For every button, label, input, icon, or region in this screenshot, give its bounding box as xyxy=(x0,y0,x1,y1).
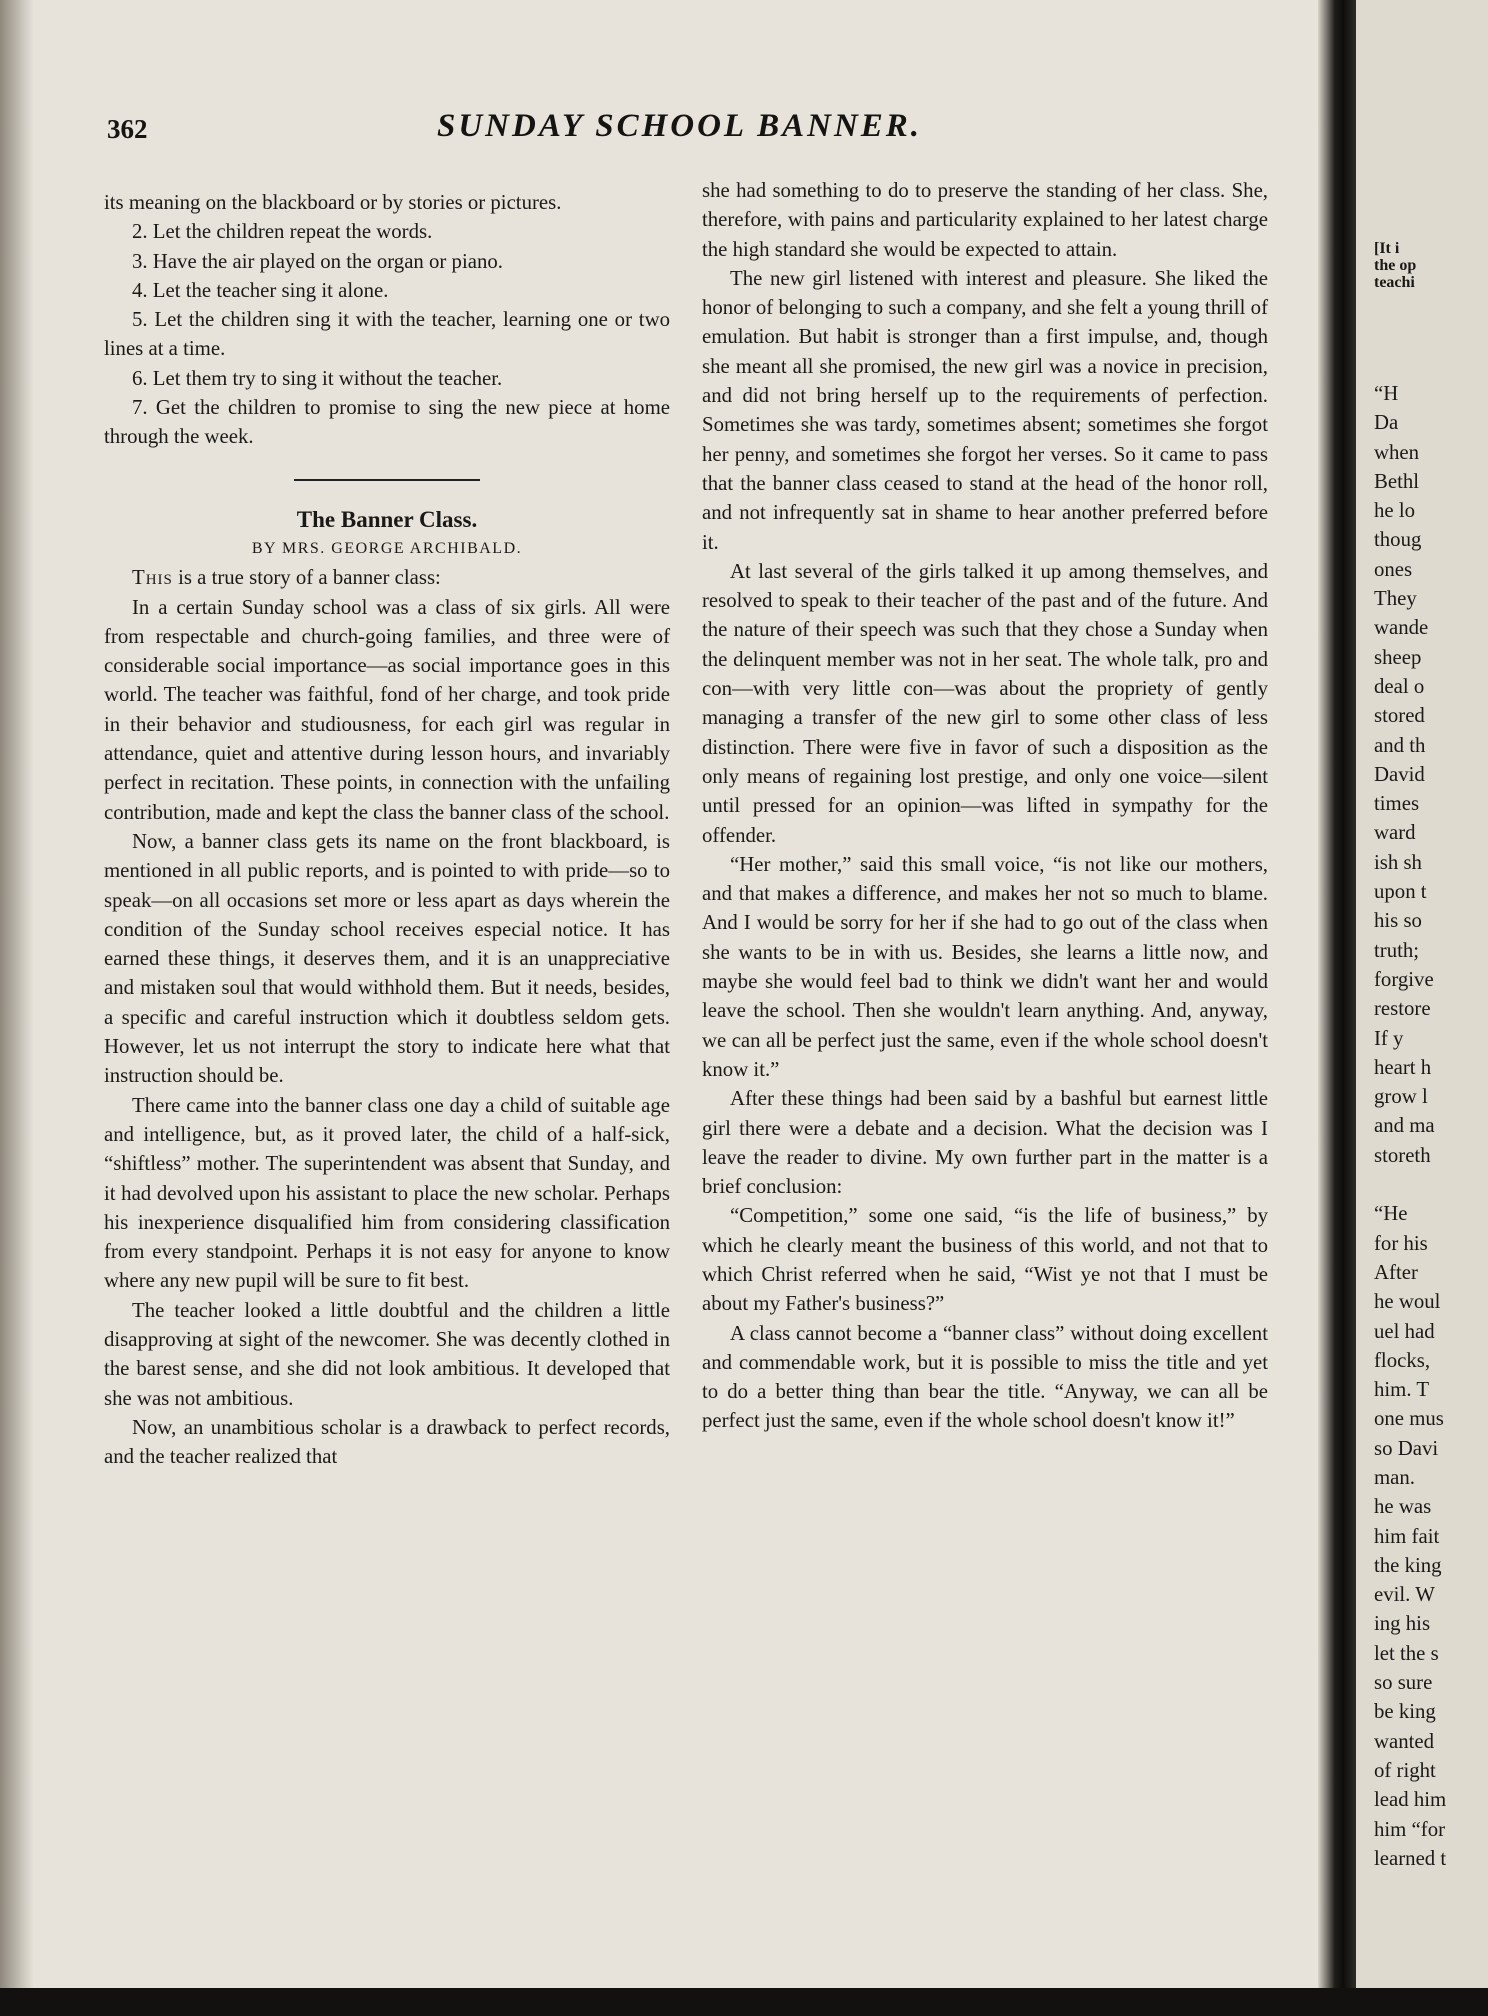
fragment-line: be king xyxy=(1374,1700,1436,1724)
fragment-line: flocks, xyxy=(1374,1348,1431,1372)
note-line: the op xyxy=(1374,257,1417,274)
editor-note-fragment xyxy=(1374,240,1488,291)
fragment-line: forgive xyxy=(1374,967,1434,991)
fragment-line: him. T xyxy=(1374,1378,1430,1402)
paragraph: After these things had been said by a bashful but earnest little girl there were a debate and a decision. What the decision was I leave the reader to divine. My own further part in the matter is a brief conclusion: xyxy=(702,1087,1268,1199)
fragment-line: thoug xyxy=(1374,528,1422,552)
paragraph: At last several of the girls talked it up among themselves, and resolved to speak to their teacher of the past and of the future. And the nature of their speech was such that they chose a Sunday when the delinquent member was not in her seat. The whole talk, pro and con—with very little con—was about the propriety of gently managing a transfer of the new girl to some other class of less distinction. There were five in favor of such a disposition as the only means of regaining lost prestige, and only one voice—silent until pressed for an opinion—was lifted in sympathy for the offender. xyxy=(702,559,1268,847)
fragment-line: the king xyxy=(1374,1553,1442,1577)
fragment-line: so sure xyxy=(1374,1671,1433,1695)
fragment-line: restore xyxy=(1374,997,1431,1021)
fragment-line: deal o xyxy=(1374,674,1425,698)
book-gutter xyxy=(1318,0,1360,2016)
fragment-line: ward xyxy=(1374,821,1416,845)
list-item: 6. Let them try to sing it without the teacher. xyxy=(132,366,503,390)
column-1 xyxy=(104,188,670,1471)
article-title: The Banner Class. xyxy=(296,506,478,532)
list-item: its meaning on the blackboard or by stories or pictures. xyxy=(104,191,562,214)
fragment-line: “He xyxy=(1374,1202,1408,1226)
fragment-line: one mus xyxy=(1374,1407,1444,1431)
fragment-line: him “for xyxy=(1374,1817,1446,1841)
paragraph: The teacher looked a little doubtful and the children a little disapproving at sight of the newcomer. She was decently clothed in the barest sense, and she did not look ambitious. It developed that she was not ambitious. xyxy=(104,1298,670,1410)
fragment-line: wande xyxy=(1374,616,1429,640)
page-header xyxy=(107,108,1307,152)
fragment-line: storeth xyxy=(1374,1143,1431,1167)
intro-text: is a true story of a banner class: xyxy=(172,566,441,590)
paragraph: There came into the banner class one day a child of suitable age and intelligence, but, as it proved later, the child of a half-sick, “shiftless” mother. The superintendent was absent that Sunday, and it had devolved upon his assistant to place the new scholar. Perhaps his inexperience disqualified him from considering classification from every standpoint. Perhaps it is not easy for anyone to know where any new pupil will be sure to fit best. xyxy=(104,1093,670,1293)
fragment-line: grow l xyxy=(1374,1085,1428,1109)
paragraph: “Competition,” some one said, “is the life of business,” by which he clearly meant the business of this world, and not that to which Christ referred when he said, “Wist ye not that I must be about my Father's business?” xyxy=(702,1204,1268,1316)
fragment-line: so Davi xyxy=(1374,1436,1439,1460)
list-item: 7. Get the children to promise to sing the new piece at home through the week. xyxy=(104,396,670,449)
fragment-line: uel had xyxy=(1374,1319,1435,1343)
fragment-line: he woul xyxy=(1374,1290,1441,1314)
fragment-line: man. xyxy=(1374,1465,1416,1489)
section-divider xyxy=(294,479,480,481)
fragment-line: when xyxy=(1374,440,1420,464)
fragment-line: truth; xyxy=(1374,938,1420,962)
fragment-lines xyxy=(1374,379,1488,1873)
fragment-line: him fait xyxy=(1374,1524,1440,1548)
note-line: [It i xyxy=(1374,240,1400,257)
fragment-line: ish sh xyxy=(1374,850,1422,874)
fragment-line: he lo xyxy=(1374,499,1416,523)
running-head: SUNDAY SCHOOL BANNER. xyxy=(437,108,923,144)
page-number: 362 xyxy=(107,114,148,144)
fragment-line: of right xyxy=(1374,1758,1436,1782)
fragment-line: If y xyxy=(1374,1026,1404,1050)
fragment-line: ones xyxy=(1374,557,1413,581)
intro-smallcaps: This xyxy=(132,566,173,590)
list-item: 2. Let the children repeat the words. xyxy=(132,220,433,244)
fragment-line: heart h xyxy=(1374,1055,1432,1079)
fragment-line: his so xyxy=(1374,909,1422,933)
paragraph: Now, an unambitious scholar is a drawback to perfect records, and the teacher realized that xyxy=(104,1415,670,1469)
page-edge-shadow xyxy=(0,0,34,1988)
fragment-line: and th xyxy=(1374,733,1426,757)
fragment-line: David xyxy=(1374,762,1425,786)
column-3-fragments xyxy=(1374,240,1488,1873)
paragraph: In a certain Sunday school was a class of six girls. All were from respectable and church-going families, and three were of considerable social importance—as social importance goes in this world. The teacher was faithful, fond of her charge, and took pride in their behavior and studiousness, for each girl was regular in attendance, quiet and attentive during lesson hours, and invariably perfect in recitation. These points, in connection with the unfailing contribution, made and kept the class the banner class of the school. xyxy=(104,595,670,824)
fragment-line: sheep xyxy=(1374,645,1422,669)
scan-bottom-edge xyxy=(0,1988,1488,2016)
note-line: teachi xyxy=(1374,274,1415,291)
list-item: 4. Let the teacher sing it alone. xyxy=(132,278,389,302)
list-item: 5. Let the children sing it with the teacher, learning one or two lines at a time. xyxy=(104,308,670,361)
fragment-line: After xyxy=(1374,1260,1418,1284)
fragment-line: for his xyxy=(1374,1231,1428,1255)
fragment-line: evil. W xyxy=(1374,1583,1435,1607)
fragment-line: wanted xyxy=(1374,1729,1435,1753)
fragment-line: and ma xyxy=(1374,1114,1435,1138)
intro-paragraph xyxy=(104,563,670,592)
fragment-line xyxy=(1374,1170,1488,1199)
fragment-line: lead him xyxy=(1374,1788,1447,1812)
fragment-line: Bethl xyxy=(1374,469,1420,493)
fragment-line: times xyxy=(1374,792,1420,816)
fragment-line: stored xyxy=(1374,704,1425,728)
paragraph: Now, a banner class gets its name on the front blackboard, is mentioned in all public reports, and is pointed to with pride—so to speak—on all occasions set more or less apart as days wherein the condition of the Sunday school receives especial notice. It has earned these things, it deserves them, and it is an unappreciative and mistaken soul that would withhold them. But it needs, besides, a specific and careful instruction which it doubtless seldom gets. However, let us not interrupt the story to indicate here what that instruction should be. xyxy=(104,829,670,1088)
paragraph: “Her mother,” said this small voice, “is not like our mothers, and that makes a difference, and makes her not so much to blame. And I would be sorry for her if she had to go out of the class when she wants to be in with us. Besides, she learns a little now, and maybe she would feel bad to think we didn't want her and would leave the school. Then she wouldn't learn anything. And, anyway, we can all be perfect just the same, even if the whole school doesn't know it.” xyxy=(702,852,1268,1081)
list-item: 3. Have the air played on the organ or piano. xyxy=(132,249,503,273)
paragraph: The new girl listened with interest and pleasure. She liked the honor of belonging to such a company, and she felt a young thrill of emulation. But habit is stronger than a first impulse, and, though she meant all she promised, the new girl was a novice in precision, and did not bring herself up to the requirements of perfection. Sometimes she was tardy, sometimes absent; sometimes she forgot her penny, and sometimes she forgot her verses. So it came to pass that the banner class ceased to stand at the head of the honor roll, and not infrequently sat in shame to hear another preferred before it. xyxy=(702,266,1268,554)
column-2 xyxy=(702,176,1268,1436)
fragment-line: ing his xyxy=(1374,1612,1431,1636)
fragment-line: Da xyxy=(1374,411,1399,435)
byline: BY MRS. GEORGE ARCHIBALD. xyxy=(251,539,523,557)
fragment-line: learned t xyxy=(1374,1846,1447,1870)
fragment-line: upon t xyxy=(1374,880,1427,904)
fragment-line: he was xyxy=(1374,1495,1432,1519)
fragment-line: They xyxy=(1374,587,1417,611)
paragraph: she had something to do to preserve the standing of her class. She, therefore, with pains and particularity explained to her latest charge the high standard she would be expected to attain. xyxy=(702,179,1268,261)
fragment-line: let the s xyxy=(1374,1641,1439,1665)
fragment-line: “H xyxy=(1374,382,1399,405)
paragraph: A class cannot become a “banner class” without doing excellent and commendable work, but it is possible to miss the title and yet to do a better thing than bear the title. “Anyway, we can all be perfect just the same, even if the whole school doesn't know it!” xyxy=(702,1321,1268,1433)
